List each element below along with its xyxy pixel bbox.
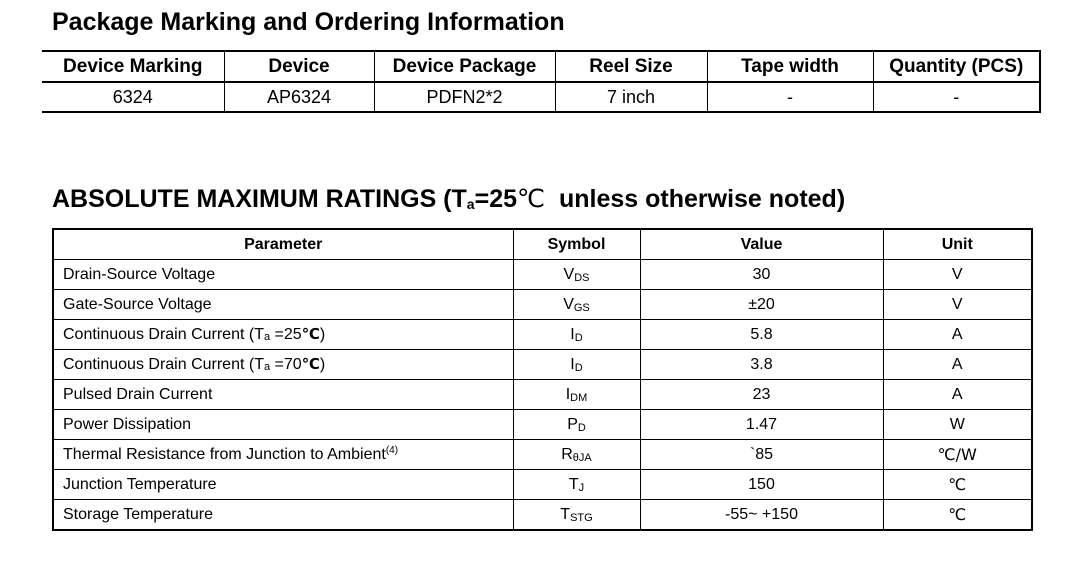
ratings-cell-value: `85 [640, 440, 883, 470]
ratings-row [53, 380, 1032, 410]
ratings-cell-value: -55~ +150 [640, 500, 883, 531]
parameter-condition-end: ) [319, 326, 326, 343]
ratings-row [53, 410, 1032, 440]
parameter-condition-temp: =25 [270, 326, 302, 343]
ratings-cell-parameter [53, 500, 513, 531]
parameter-text: Gate-Source Voltage [63, 295, 212, 313]
ordering-row [42, 82, 1040, 112]
parameter-text: Continuous Drain Current (T [63, 326, 264, 343]
ordering-cell-device-marking: 6324 [42, 82, 224, 112]
ratings-title-suffix: unless otherwise noted) [545, 185, 846, 213]
symbol-main: I [565, 385, 571, 403]
symbol-main: T [560, 505, 571, 523]
ratings-title-degree: ℃ [517, 184, 546, 213]
parameter-footnote-ref: (4) [385, 445, 399, 456]
ratings-header-value: Value [640, 229, 883, 260]
ratings-cell-unit: A [883, 320, 1032, 350]
symbol-subscript: STG [570, 511, 593, 524]
ordering-header-quantity: Quantity (PCS) [873, 51, 1040, 82]
ratings-row [53, 350, 1032, 380]
ratings-cell-parameter [53, 410, 513, 440]
ratings-row [53, 500, 1032, 531]
ratings-cell-value: 30 [640, 260, 883, 290]
ratings-table [52, 228, 1033, 531]
ordering-cell-device: AP6324 [224, 82, 374, 112]
ratings-row [53, 320, 1032, 350]
ratings-cell-unit: V [883, 290, 1032, 320]
ratings-cell-unit: W [883, 410, 1032, 440]
parameter-condition-subscript: a [263, 361, 271, 373]
ratings-cell-symbol [513, 290, 640, 320]
ratings-cell-parameter [53, 380, 513, 410]
ratings-cell-value: 23 [640, 380, 883, 410]
ratings-cell-unit: A [883, 350, 1032, 380]
symbol-subscript: GS [573, 301, 590, 314]
ratings-cell-value: ±20 [640, 290, 883, 320]
ratings-cell-symbol [513, 320, 640, 350]
ratings-cell-unit: ℃ [883, 470, 1032, 500]
ratings-cell-parameter [53, 470, 513, 500]
symbol-main: I [570, 325, 575, 343]
symbol-main: V [563, 295, 574, 313]
parameter-text: Power Dissipation [63, 415, 192, 433]
ratings-cell-symbol [513, 440, 640, 470]
ratings-cell-symbol [513, 350, 640, 380]
parameter-condition-temp: =70 [270, 356, 302, 373]
ordering-header-reel-size: Reel Size [555, 51, 707, 82]
ratings-title-prefix: ABSOLUTE MAXIMUM RATINGS (T [52, 185, 467, 213]
ratings-title-temp: =25 [474, 185, 518, 213]
ratings-cell-parameter [53, 320, 513, 350]
parameter-text: Drain-Source Voltage [63, 265, 216, 283]
parameter-text: Pulsed Drain Current [63, 385, 213, 403]
parameter-text: Continuous Drain Current (T [63, 356, 264, 373]
parameter-condition-degree: ℃ [301, 325, 320, 343]
symbol-subscript: D [574, 361, 583, 374]
ratings-cell-symbol [513, 260, 640, 290]
ratings-cell-unit: V [883, 260, 1032, 290]
ordering-cell-device-package: PDFN2*2 [374, 82, 555, 112]
ratings-cell-parameter [53, 260, 513, 290]
ratings-cell-unit: ℃/W [883, 440, 1032, 470]
symbol-main: P [567, 415, 578, 433]
symbol-subscript: D [577, 421, 586, 434]
parameter-text: Junction Temperature [63, 475, 217, 493]
ratings-row [53, 260, 1032, 290]
ratings-cell-parameter [53, 290, 513, 320]
parameter-condition-subscript: a [263, 331, 271, 343]
ratings-cell-unit: A [883, 380, 1032, 410]
ratings-cell-value: 1.47 [640, 410, 883, 440]
ratings-cell-parameter [53, 440, 513, 470]
ratings-cell-value: 150 [640, 470, 883, 500]
ratings-header-unit: Unit [883, 229, 1032, 260]
symbol-main: V [563, 265, 575, 283]
parameter-condition-degree: ℃ [301, 355, 320, 373]
symbol-subscript: D [574, 331, 583, 344]
symbol-main: I [570, 355, 575, 373]
ratings-header-symbol: Symbol [513, 229, 640, 260]
ordering-title: Package Marking and Ordering Information [52, 8, 565, 36]
ordering-cell-tape-width: - [707, 82, 873, 112]
symbol-subscript: DM [570, 391, 588, 404]
ratings-cell-symbol [513, 470, 640, 500]
ratings-title-subscript: a [466, 196, 475, 212]
symbol-subscript: DS [574, 271, 590, 284]
ordering-table [42, 50, 1041, 113]
ratings-cell-symbol [513, 410, 640, 440]
symbol-main: T [568, 475, 579, 493]
ratings-body [53, 260, 1032, 531]
ordering-cell-reel-size: 7 inch [555, 82, 707, 112]
ordering-header-device-package: Device Package [374, 51, 555, 82]
symbol-subscript: J [578, 481, 585, 494]
parameter-condition-end: ) [319, 356, 326, 373]
ratings-cell-parameter [53, 350, 513, 380]
ratings-row [53, 290, 1032, 320]
ordering-header-device: Device [224, 51, 374, 82]
ratings-title [52, 182, 845, 221]
ratings-cell-unit: ℃ [883, 500, 1032, 531]
ordering-cell-quantity: - [873, 82, 1040, 112]
ratings-cell-symbol [513, 500, 640, 531]
ordering-header-tape-width: Tape width [707, 51, 873, 82]
parameter-text: Thermal Resistance from Junction to Ambient [63, 446, 386, 463]
ratings-row [53, 470, 1032, 500]
ratings-header-row [53, 229, 1032, 260]
ratings-cell-symbol [513, 380, 640, 410]
ordering-header-row [42, 51, 1040, 82]
ratings-cell-value: 3.8 [640, 350, 883, 380]
symbol-subscript: θJA [572, 451, 592, 464]
symbol-main: R [561, 445, 573, 463]
ratings-cell-value: 5.8 [640, 320, 883, 350]
ordering-header-device-marking: Device Marking [42, 51, 224, 82]
parameter-text: Storage Temperature [63, 505, 214, 523]
ratings-header-parameter: Parameter [53, 229, 513, 260]
ratings-row [53, 440, 1032, 470]
